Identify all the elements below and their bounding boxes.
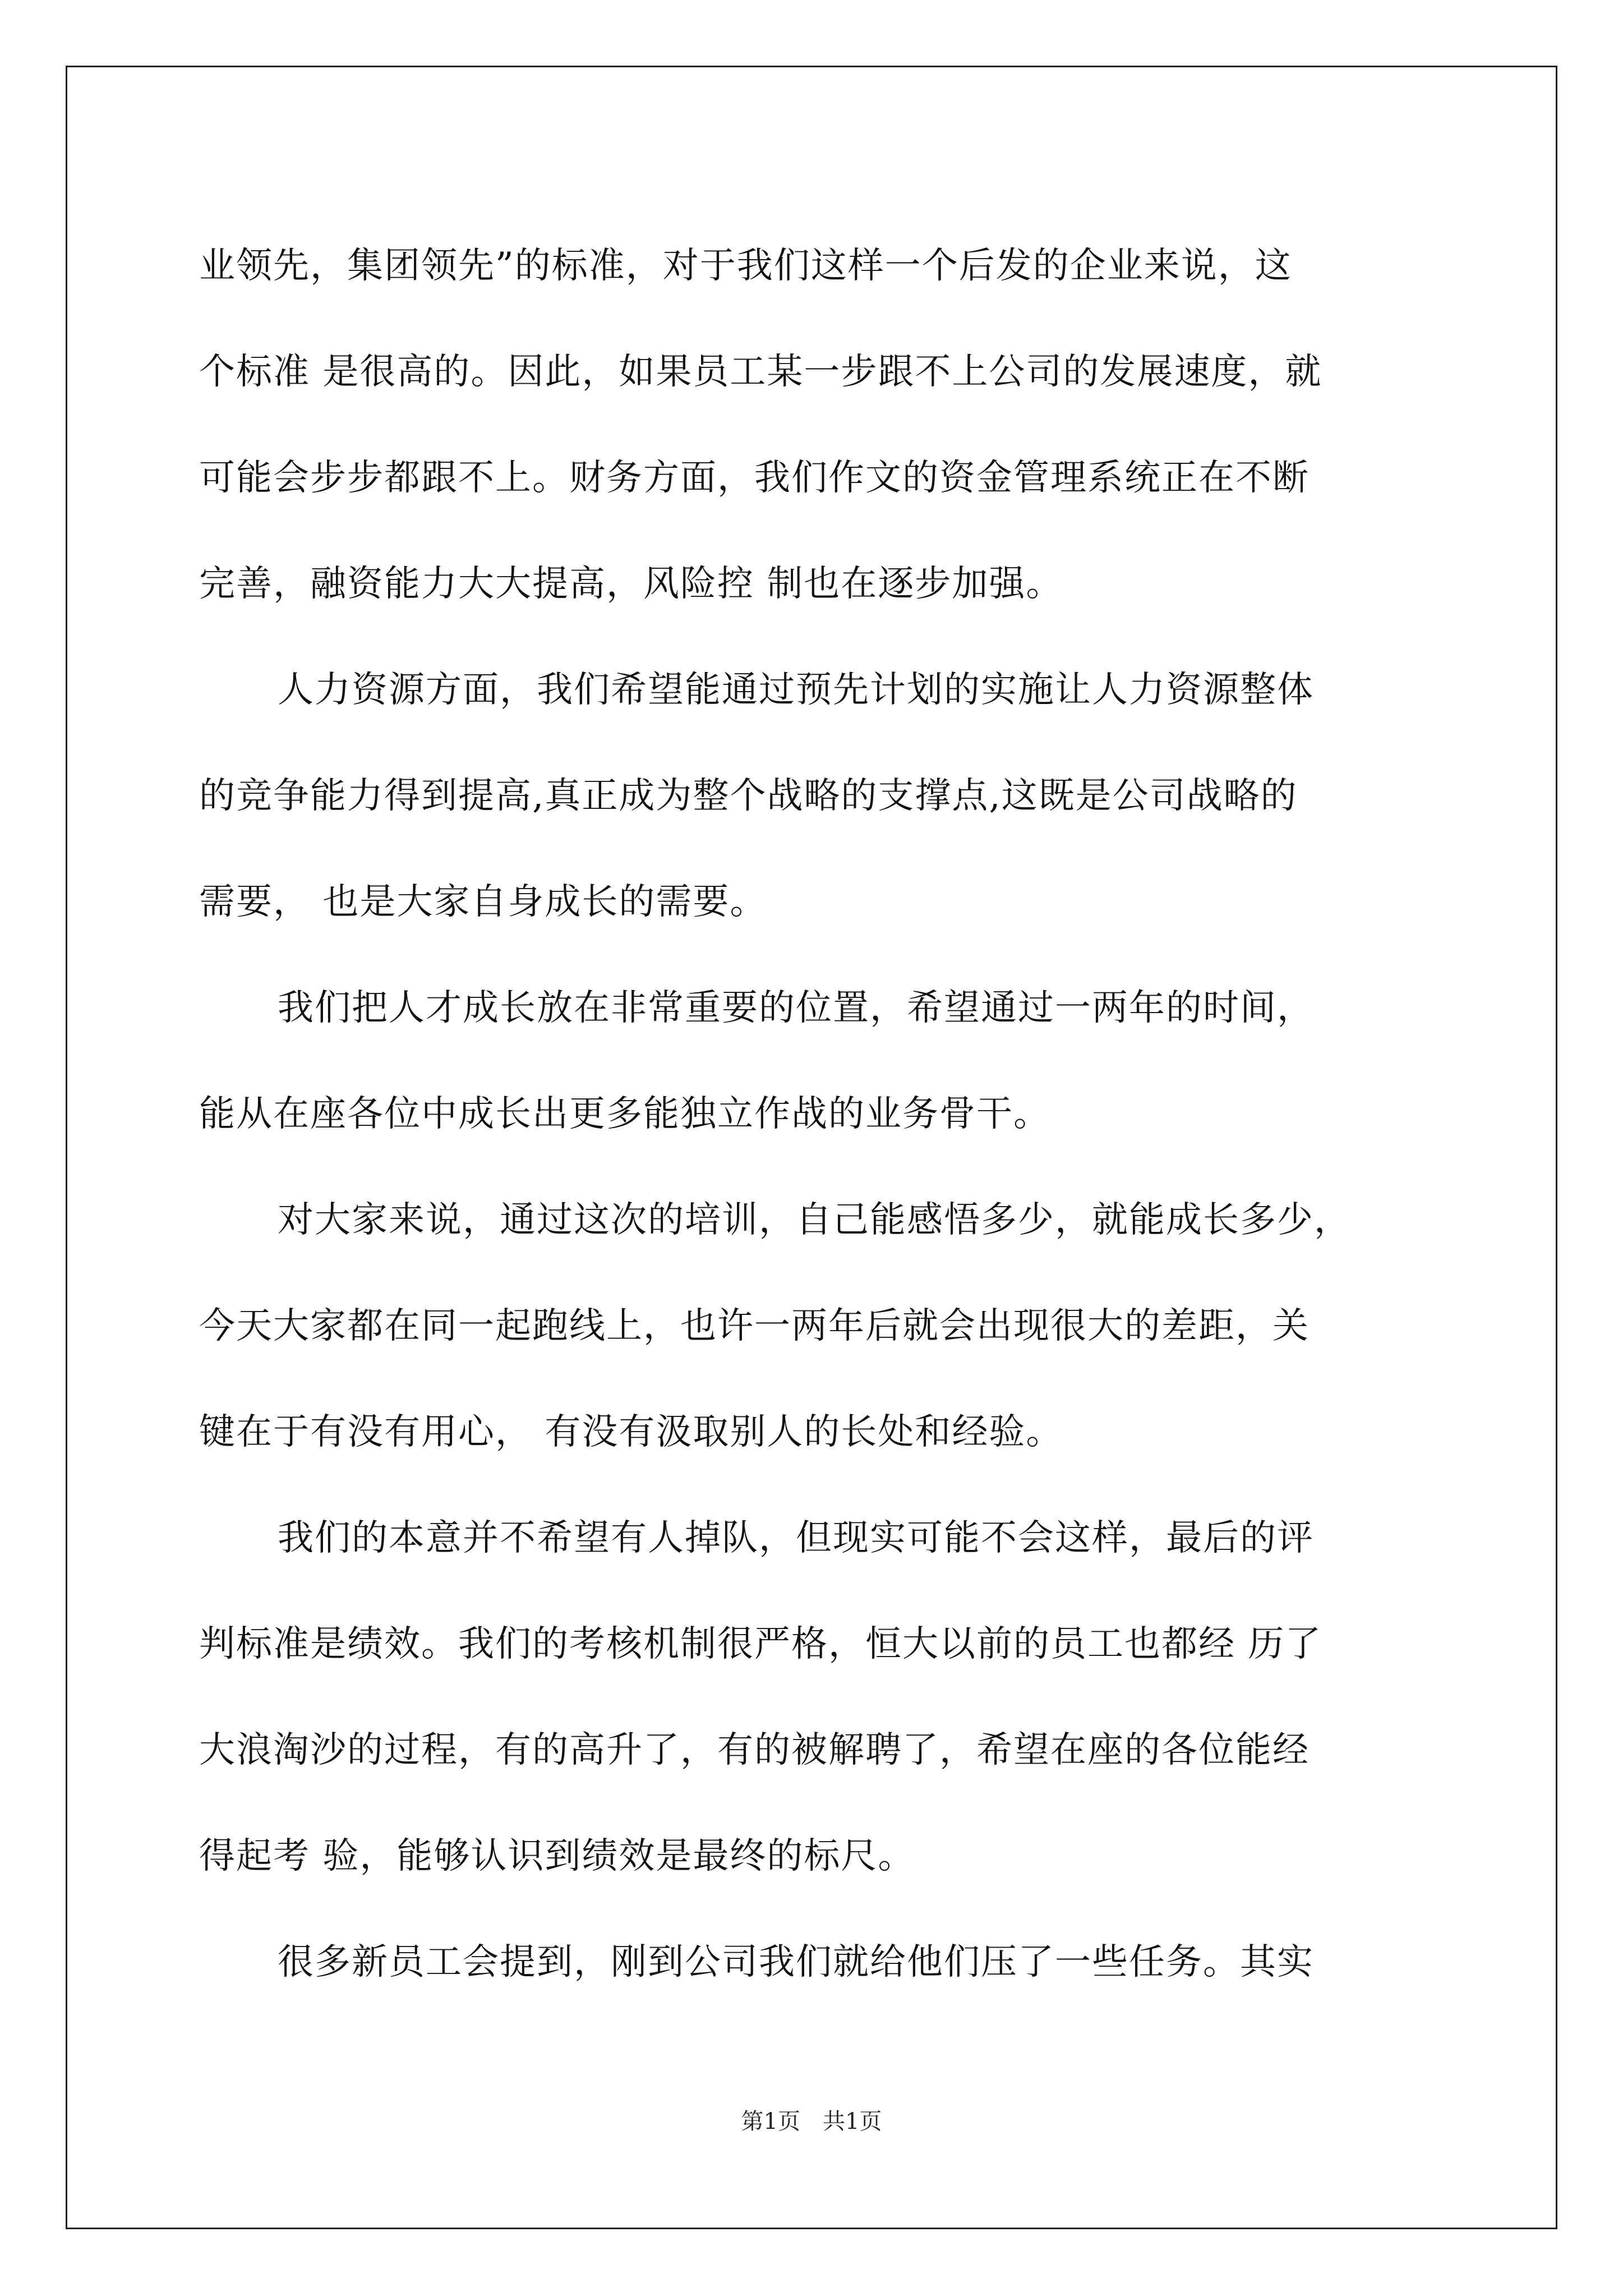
text-line: 键在于有没有用心， 有没有汲取别人的长处和经验。 xyxy=(199,1411,1063,1453)
text-line: 人力资源方面，我们希望能通过预先计划的实施让人力资源整体 xyxy=(278,669,1314,711)
text-line: 今天大家都在同一起跑线上，也许一两年后就会出现很大的差距，关 xyxy=(199,1305,1310,1347)
page-number-footer: 第1页 共1页 xyxy=(741,2109,882,2134)
document-body xyxy=(199,213,1433,2016)
text-line: 大浪淘沙的过程，有的高升了，有的被解聘了，希望在座的各位能经 xyxy=(199,1729,1310,1771)
text-line: 对大家来说，通过这次的培训，自己能感悟多少，就能成长多少， xyxy=(278,1199,1351,1241)
text-line: 我们把人才成长放在非常重要的位置，希望通过一两年的时间， xyxy=(278,987,1314,1029)
text-line: 能从在座各位中成长出更多能独立作战的业务骨干。 xyxy=(199,1093,1050,1135)
text-line: 得起考 验，能够认识到绩效是最终的标尺。 xyxy=(199,1835,915,1877)
text-block xyxy=(199,213,1433,2016)
text-line: 很多新员工会提到，刚到公司我们就给他们压了一些任务。其实 xyxy=(278,1941,1314,1983)
text-line: 业领先，集团领先”的标准，对于我们这样一个后发的企业来说，这 xyxy=(199,245,1292,287)
text-line: 完善，融资能力大大提高，风险控 制也在逐步加强。 xyxy=(199,563,1063,605)
text-line: 我们的本意并不希望有人掉队，但现实可能不会这样，最后的评 xyxy=(278,1517,1314,1559)
text-line: 需要， 也是大家自身成长的需要。 xyxy=(199,881,767,923)
text-line: 判标准是绩效。我们的考核机制很严格，恒大以前的员工也都经 历了 xyxy=(199,1623,1322,1665)
text-line: 的竞争能力得到提高,真正成为整个战略的支撑点,这既是公司战略的 xyxy=(199,775,1298,817)
text-line: 可能会步步都跟不上。财务方面，我们作文的资金管理系统正在不断 xyxy=(199,457,1310,499)
text-line: 个标准 是很高的。因此，如果员工某一步跟不上公司的发展速度，就 xyxy=(199,351,1322,393)
